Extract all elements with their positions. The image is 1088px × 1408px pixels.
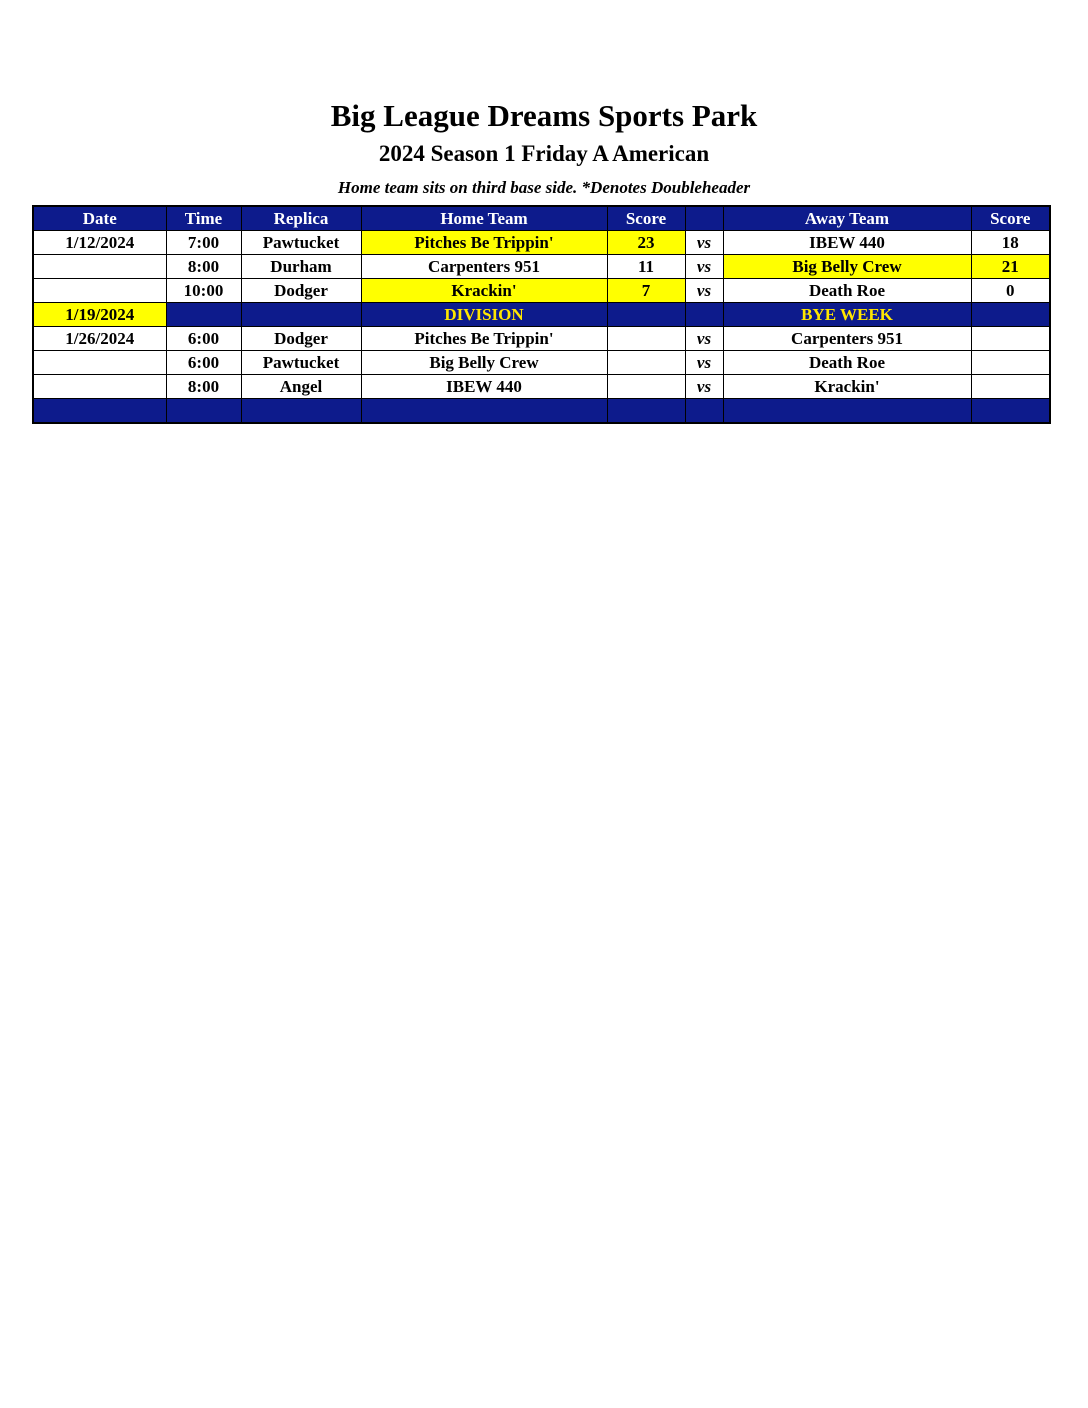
time-cell: 6:00 bbox=[166, 351, 241, 375]
date-cell bbox=[33, 351, 166, 375]
away-score-cell: 21 bbox=[971, 255, 1050, 279]
column-header-time: Time bbox=[166, 206, 241, 231]
replica-cell: Durham bbox=[241, 255, 361, 279]
away-team-cell: IBEW 440 bbox=[723, 231, 971, 255]
empty-cell bbox=[723, 399, 971, 424]
away-team-cell: Carpenters 951 bbox=[723, 327, 971, 351]
home-score-cell: 11 bbox=[607, 255, 685, 279]
vs-cell: vs bbox=[685, 231, 723, 255]
empty-cell bbox=[166, 399, 241, 424]
home-team-cell: Krackin' bbox=[361, 279, 607, 303]
replica-cell: Pawtucket bbox=[241, 231, 361, 255]
bye-week-row bbox=[33, 303, 1050, 327]
vs-cell: vs bbox=[685, 327, 723, 351]
empty-cell bbox=[241, 303, 361, 327]
home-team-cell: Big Belly Crew bbox=[361, 351, 607, 375]
replica-cell: Pawtucket bbox=[241, 351, 361, 375]
date-cell: 1/26/2024 bbox=[33, 327, 166, 351]
replica-cell: Dodger bbox=[241, 279, 361, 303]
date-cell bbox=[33, 279, 166, 303]
empty-cell bbox=[685, 303, 723, 327]
column-header-away-team: Away Team bbox=[723, 206, 971, 231]
away-score-cell bbox=[971, 327, 1050, 351]
away-score-cell bbox=[971, 351, 1050, 375]
vs-cell: vs bbox=[685, 351, 723, 375]
table-row bbox=[33, 327, 1050, 351]
vs-cell: vs bbox=[685, 279, 723, 303]
footer-row bbox=[33, 399, 1050, 424]
replica-cell: Dodger bbox=[241, 327, 361, 351]
away-team-cell: Death Roe bbox=[723, 279, 971, 303]
table-row bbox=[33, 279, 1050, 303]
column-header-home-team: Home Team bbox=[361, 206, 607, 231]
column-header-away-score: Score bbox=[971, 206, 1050, 231]
home-team-cell: Pitches Be Trippin' bbox=[361, 327, 607, 351]
away-score-cell: 18 bbox=[971, 231, 1050, 255]
page-subtitle: 2024 Season 1 Friday A American bbox=[378, 141, 710, 166]
away-score-cell bbox=[971, 375, 1050, 399]
table-row bbox=[33, 255, 1050, 279]
home-score-cell bbox=[607, 327, 685, 351]
column-header-home-score: Score bbox=[607, 206, 685, 231]
empty-cell bbox=[971, 399, 1050, 424]
home-team-cell: Carpenters 951 bbox=[361, 255, 607, 279]
column-header-replica: Replica bbox=[241, 206, 361, 231]
home-team-cell: Pitches Be Trippin' bbox=[361, 231, 607, 255]
date-cell: 1/12/2024 bbox=[33, 231, 166, 255]
column-header-date: Date bbox=[33, 206, 166, 231]
page-title: Big League Dreams Sports Park bbox=[330, 98, 758, 133]
empty-cell bbox=[607, 399, 685, 424]
vs-cell: vs bbox=[685, 255, 723, 279]
table-row bbox=[33, 351, 1050, 375]
time-cell: 8:00 bbox=[166, 375, 241, 399]
empty-cell bbox=[971, 303, 1050, 327]
column-header-vs bbox=[685, 206, 723, 231]
bye-week-label: BYE WEEK bbox=[723, 303, 971, 327]
date-cell bbox=[33, 375, 166, 399]
empty-cell bbox=[607, 303, 685, 327]
away-team-cell: Big Belly Crew bbox=[723, 255, 971, 279]
empty-cell bbox=[361, 399, 607, 424]
home-score-cell: 7 bbox=[607, 279, 685, 303]
away-score-cell: 0 bbox=[971, 279, 1050, 303]
time-cell: 8:00 bbox=[166, 255, 241, 279]
replica-cell: Angel bbox=[241, 375, 361, 399]
table-header-row bbox=[33, 206, 1050, 231]
empty-cell bbox=[685, 399, 723, 424]
date-cell bbox=[33, 255, 166, 279]
home-score-cell bbox=[607, 375, 685, 399]
empty-cell bbox=[166, 303, 241, 327]
time-cell: 7:00 bbox=[166, 231, 241, 255]
empty-cell bbox=[241, 399, 361, 424]
home-score-cell: 23 bbox=[607, 231, 685, 255]
date-cell: 1/19/2024 bbox=[33, 303, 166, 327]
table-row bbox=[33, 231, 1050, 255]
away-team-cell: Krackin' bbox=[723, 375, 971, 399]
division-label: DIVISION bbox=[361, 303, 607, 327]
away-team-cell: Death Roe bbox=[723, 351, 971, 375]
schedule-table bbox=[32, 205, 1051, 424]
empty-cell bbox=[33, 399, 166, 424]
time-cell: 10:00 bbox=[166, 279, 241, 303]
table-row bbox=[33, 375, 1050, 399]
home-team-cell: IBEW 440 bbox=[361, 375, 607, 399]
home-score-cell bbox=[607, 351, 685, 375]
schedule-note: Home team sits on third base side. *Denotes Doubleheader bbox=[337, 178, 751, 197]
vs-cell: vs bbox=[685, 375, 723, 399]
time-cell: 6:00 bbox=[166, 327, 241, 351]
